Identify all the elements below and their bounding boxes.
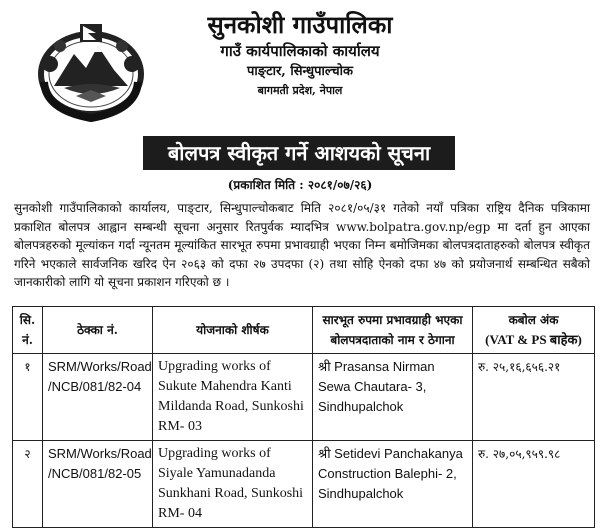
letterhead: [150, 8, 450, 100]
row-amount: रु. २७,०५,९५९.९८: [473, 441, 595, 528]
row-project: Upgrading works of Sukute Mahendra Kanti Mildanda Road, Sunkoshi RM- 03: [153, 354, 313, 441]
table-row: [13, 441, 595, 528]
office-province: बागमती प्रदेश, नेपाल: [257, 84, 343, 97]
row-sn: १: [13, 354, 43, 441]
notice-body: सुनकोशी गाउँपालिकाको कार्यालय, पाङ्टार, सिन्धुपाल्चोकबाट मिति २०८१/०५/३१ गतेको नयाँ पत्रिका राष्ट्रिय दैनिक पत्रिकामा प्रकाशित बोलपत्र आह्वान सम्बन्धी सूचना अनुसार रितपुर्वक म्यादभित्र www.bolpatra.gov.np/egp मा दर्ता हुन आएका बोलपत्रहरुको मूल्यांकन गर्दा न्यूनतम मूल्यांकित सारभूत रुपमा प्रभावग्राही भएका निम्न बमोजिमका बोलपत्रदाताहरुको बोलपत्र स्वीकृत गरिने भएकाले सार्वजनिक खरिद ऐन २०६३ को दफा २७ उपदफा (२) तथा सोहि ऐनको दफा ४७ को प्रयोजनार्थ सम्बन्धित सबैको जानकारीको लागि यो सूचना प्रकाशन गरिएको छ ।: [14, 201, 590, 290]
row-bidder: श्री Prasansa Nirman Sewa Chautara- 3, Sindhupalchok: [313, 354, 473, 441]
header-sn: सि. नं.: [13, 307, 43, 354]
sub-office-name: गाउँ कार्यपालिकाको कार्यालय: [220, 42, 380, 60]
table-header-row: [13, 307, 595, 354]
row-project: Upgrading works of Siyale Yamunadanda Sunkhani Road, Sunkoshi RM- 04: [153, 441, 313, 528]
header-amount-line2: (VAT & PS बाहेक): [485, 332, 582, 347]
row-bidder: श्री Setidevi Panchakanya Construction Balephi- 2, Sindhupalchok: [313, 441, 473, 528]
row-sn: २: [13, 441, 43, 528]
header-amount-line1: कबोल अंक: [508, 313, 559, 327]
row-amount: रु. २५,१६,६५६.२१: [473, 354, 595, 441]
published-date: (प्रकाशित मिति : २०८१/०७/२६): [227, 178, 373, 192]
header-amount: [473, 307, 595, 354]
bid-acceptance-table: [12, 306, 595, 528]
office-location: पाङ्टार, सिन्धुपाल्चोक: [247, 64, 353, 79]
row-contract-no: SRM/Works/Road /NCB/081/82-05: [43, 441, 153, 528]
office-name: सुनकोशी गाउँपालिका: [207, 10, 393, 39]
header-bidder: सारभूत रुपमा प्रभावग्राही भएका बोलपत्रदाताको नाम र ठेगाना: [313, 307, 473, 354]
header-project: योजनाको शीर्षक: [153, 307, 313, 354]
table-row: [13, 354, 595, 441]
nepal-emblem-icon: [36, 18, 146, 122]
notice-title: बोलपत्र स्वीकृत गर्ने आशयको सूचना: [143, 136, 455, 170]
header-contract-no: ठेक्का नं.: [43, 307, 153, 354]
row-contract-no: SRM/Works/Road /NCB/081/82-04: [43, 354, 153, 441]
